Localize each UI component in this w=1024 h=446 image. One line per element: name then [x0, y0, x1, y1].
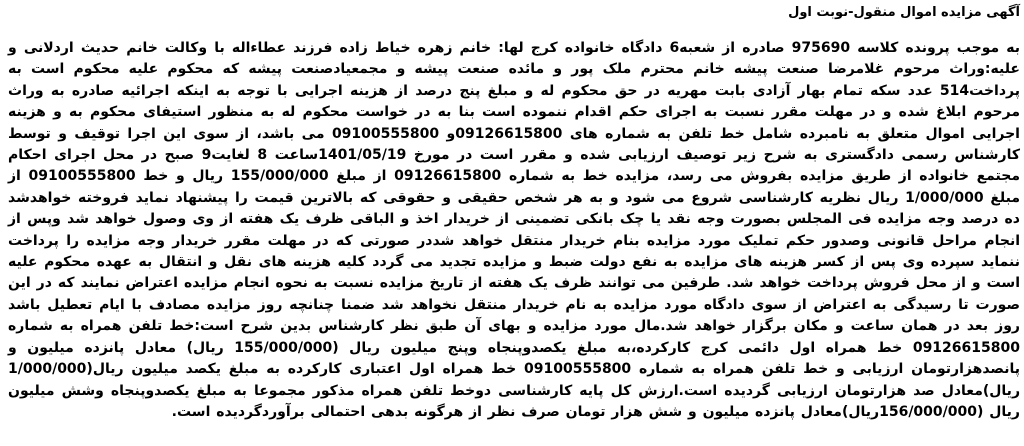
notice-title: آگهی مزایده اموال منقول-نوبت اول — [788, 5, 1020, 20]
notice-body: به موجب پرونده کلاسه 975690 صادره از شعبه6 دادگاه خانواده کرج لها: خانم زهره خیاط زاده فرزند عطاءاله با وکالت خانم حدیث اردلانی و علیه:وراث مرحوم غلامرضا صنعت پیشه خانم محترم ملک پور و مائده صنعت پیشه و مجمعیادصنعت پیشه که محکوم علیه محکوم است به پرداخت514 عدد سکه تمام بهار آزادی بابت مهریه در حق محکوم له و مبلغ پنج درصد از هزینه اجرایی با توجه به اینکه اجرائیه صادره به وراث مرحوم ابلاغ شده و در مهلت مقرر نسبت به اجرای حکم اقدام ننموده است بنا به در خواست محکوم له به منظور استیفای محکوم به و هزینه اجرایی اموال متعلق به نامبرده شامل خط تلفن به شماره های 09126615800و 09100555800 می باشد، از سوی این اجرا توقیف و توسط کارشناس رسمی دادگستری به شرح زیر توصیف ارزیابی شده و مقرر است در مورخ 1401/05/19ساعت 8 لغایت9 صبح در محل اجرای احکام مجتمع خانواده از طریق مزایده بفروش می رسد، مزایده خط به شماره 09126615800 از مبلغ 155/000/000 ریال و خط 09100555800 از مبلغ 1/000/000 ریال نظریه کارشناسی شروع می شود و به هر شخص حقیقی و حقوقی که بالاترین قیمت را پیشنهاد نماید فروخته خواهدشد ده درصد وجه مزایده فی المجلس بصورت وجه نقد یا چک بانکی تضمینی از خریدار اخذ و الباقی ظرف یک هفته از وی وصول خواهد شد وپس از انجام مراحل قانونی وصدور حکم تملیک مورد مزایده بنام خریدار منتقل خواهد شددر صورتی که در مهلت مقرر خریدار وجه مزایده را پرداخت ننماید سپرده وی پس از کسر هزینه های مزایده به نفع دولت ضبط و مزایده تجدید می گردد کلیه هزینه های نقل و انتقال به عهده محکوم علیه است و از محل فروش پرداخت خواهد شد. طرفین می توانند ظرف یک هفته از تاریخ مزایده نسبت به نحوه انجام مزایده اعتراض نمایند که در این صورت تا رسیدگی به اعتراض از سوی دادگاه مورد مزایده به نام خریدار منتقل نخواهد شد ضمنا چنانچه روز مزایده مصادف با ایام تعطیل باشد روز بعد در همان ساعت و مکان برگزار خواهد شد.مال مورد مزایده و بهای آن طبق نظر کارشناس بدین شرح است:خط تلفن همراه به شماره 09126615800 خط همراه اول دائمی کرج کارکرده،به مبلغ یکصدوپنجاه وپنج میلیون ریال (155/000/000 ریال) معادل پانزده میلیون و پانصدهزارتومان ارزیابی و خط تلفن همراه به شماره 09100555800 خط همراه اول اعتباری کارکرده به مبلغ یکصد میلیون ریال(1/000/000 ریال)معادل صد هزارتومان ارزیابی گردیده است.ارزش کل پایه کارشناسی دوخط تلفن همراه مذکور مجموعا به مبلغ یکصدوپنجاه وشش میلیون ریال (156/000/000ریال)معادل پانزده میلیون و شش هزار تومان صرف نظر از هرگونه بدهی احتمالی برآوردگردیده است. — [8, 40, 1021, 420]
